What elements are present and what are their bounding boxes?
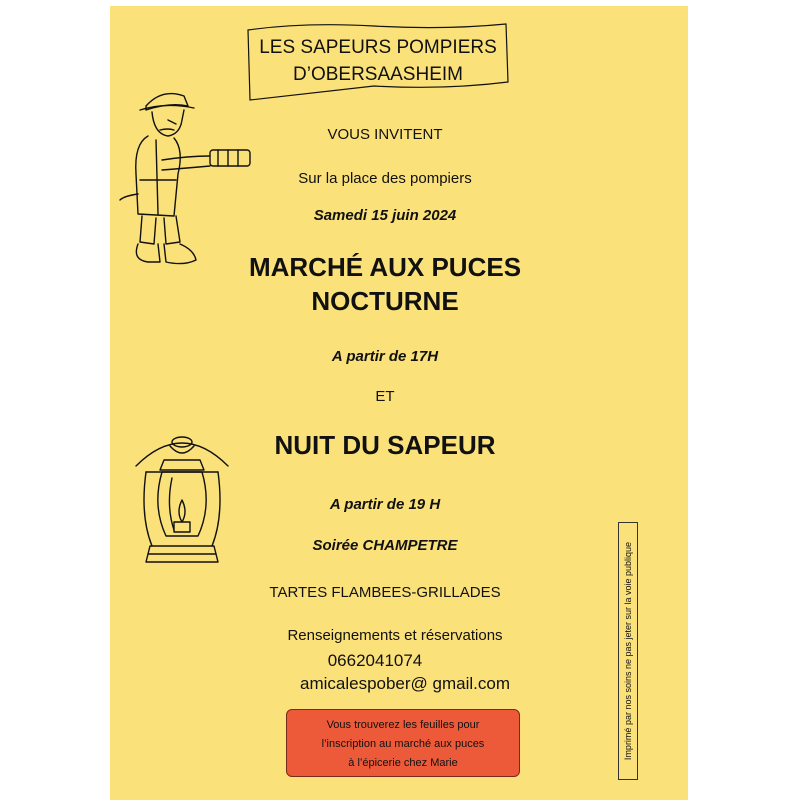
firefighter-illustration — [118, 84, 258, 274]
notice-line-3: à l’épicerie chez Marie — [348, 757, 458, 769]
notice-line-2: l’inscription au marché aux puces — [321, 738, 485, 750]
contact-phone: 0662041074 — [327, 651, 423, 670]
registration-notice — [286, 709, 520, 777]
market-start-time: A partir de 17H — [331, 348, 439, 365]
header-line-1: LES SAPEURS POMPIERS — [259, 37, 497, 58]
notice-line-1: Vous trouverez les feuilles pour — [326, 719, 480, 731]
night-subtitle: Soirée CHAMPETRE — [312, 537, 458, 554]
night-start-time: A partir de 19 H — [329, 496, 441, 513]
printed-note: Imprimé par nos soins ne pas jeter sur la voie publique — [623, 541, 633, 761]
contact-email: amicalespober@ gmail.com — [299, 674, 510, 693]
market-title-line-1: MARCHÉ AUX PUCES — [248, 252, 522, 282]
printed-note-box — [618, 522, 638, 780]
header-title — [244, 34, 512, 88]
market-title — [210, 250, 560, 318]
night-title: NUIT DU SAPEUR — [274, 430, 496, 460]
contact-label: Renseignements et réservations — [287, 627, 503, 644]
header-line-2: D’OBERSAASHEIM — [293, 64, 463, 85]
connector-text: ET — [375, 388, 395, 405]
event-date: Samedi 15 juin 2024 — [313, 207, 457, 224]
header-banner — [244, 20, 512, 104]
food-text: TARTES FLAMBEES-GRILLADES — [269, 584, 501, 601]
place-text: Sur la place des pompiers — [298, 170, 472, 187]
market-title-line-2: NOCTURNE — [311, 286, 459, 316]
invite-text: VOUS INVITENT — [327, 126, 443, 143]
